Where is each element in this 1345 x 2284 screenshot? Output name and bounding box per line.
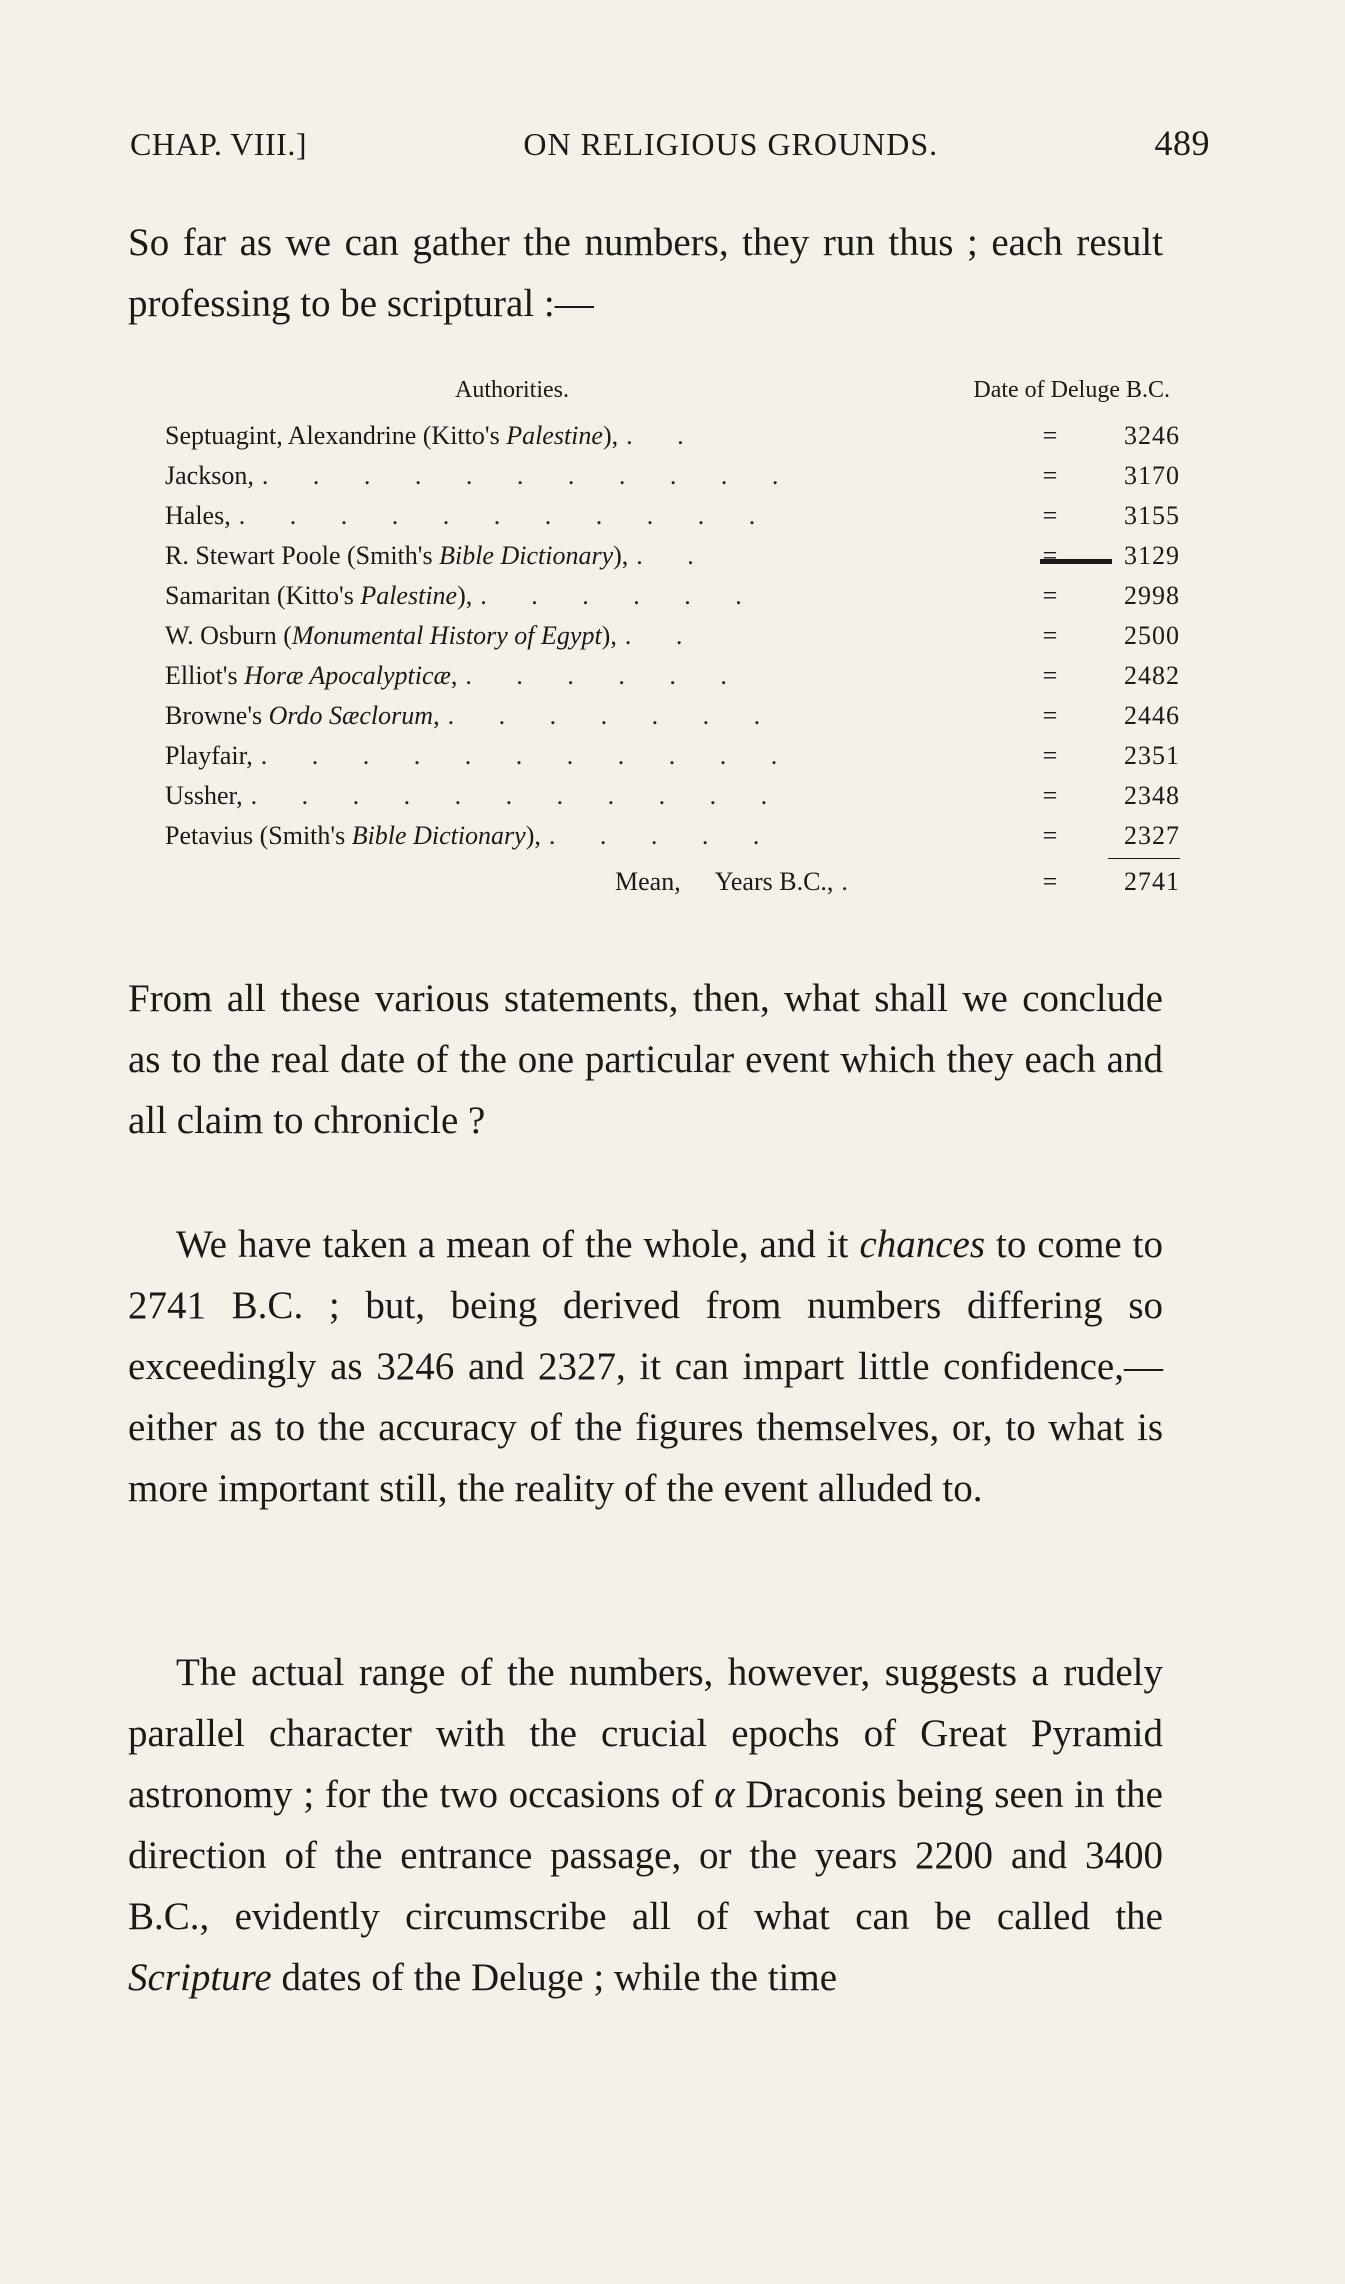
table-row: [165, 656, 1180, 696]
deluge-date-value: 3155: [1124, 501, 1180, 530]
paragraph-2: We have taken a mean of the whole, and it chances to come to 2741 B.C. ; but, being derived from numbers differing so exceedingly as 3246 and 2327, it can impart little confidence,—either as to the accuracy of the figures themselves, or, to what is more important still, the reality of the event alluded to.: [128, 1223, 1164, 1510]
authority-name: Petavius (Smith's Bible Dictionary),: [165, 821, 541, 850]
table-row: [165, 536, 1180, 576]
authority-name: Samaritan (Kitto's Palestine),: [165, 581, 473, 610]
table-header: [165, 370, 1180, 410]
leader-dots: . . . . . . . . . . .: [261, 461, 798, 490]
table-row: [165, 736, 1180, 776]
table-row: [165, 616, 1180, 656]
paragraph-1: From all these various statements, then, what shall we conclude as to the real date of the one particular event which they each and all claim to chronicle ?: [128, 977, 1163, 1142]
leader-dots: . . . . . . .: [447, 701, 780, 730]
mean-row: [165, 862, 1180, 902]
column-authorities: Authorities.: [455, 377, 569, 403]
table-row: [165, 816, 1180, 856]
deluge-date-value: 2998: [1124, 581, 1180, 610]
mean-value: 2741: [1070, 862, 1180, 902]
equals-sign: =: [1042, 701, 1058, 730]
chapter-title: ON RELIGIOUS GROUNDS.: [523, 126, 939, 162]
deluge-date-value: 2446: [1124, 701, 1180, 730]
page-number: 489: [1154, 123, 1210, 163]
intro-paragraph: [128, 212, 1163, 334]
deluge-date-value: 2327: [1124, 821, 1180, 850]
leader-dots: . .: [626, 421, 703, 450]
deluge-date-value: 3246: [1124, 421, 1180, 450]
authority-name: R. Stewart Poole (Smith's Bible Dictionary),: [165, 541, 629, 570]
table-rows: [165, 416, 1180, 856]
equals-sign: =: [1042, 867, 1058, 896]
table-row: [165, 576, 1180, 616]
equals-sign: =: [1042, 621, 1058, 650]
leader-dots: . . . . . . . . . . .: [250, 781, 787, 810]
column-date: Date of Deluge B.C.: [973, 377, 1170, 403]
leader-dots: . . . . .: [548, 821, 779, 850]
equals-sign: =: [1042, 461, 1058, 490]
deluge-date-value: 2351: [1124, 741, 1180, 770]
equals-sign: =: [1042, 741, 1058, 770]
authority-name: Browne's Ordo Sæclorum,: [165, 701, 440, 730]
deluge-date-value: 2348: [1124, 781, 1180, 810]
leader-dots: . . . . . . . . . . .: [260, 741, 797, 770]
authority-name: Elliot's Horæ Apocalypticæ,: [165, 661, 458, 690]
deluge-date-value: 2500: [1124, 621, 1180, 650]
leader-dots: . . . . . . . . . . .: [238, 501, 775, 530]
table-row: [165, 696, 1180, 736]
table-row: [165, 456, 1180, 496]
deluge-date-value: 2482: [1124, 661, 1180, 690]
leader-dots: .: [841, 867, 867, 896]
equals-sign: =: [1042, 661, 1058, 690]
deluge-dates-table: [165, 370, 1180, 902]
equals-sign: =: [1042, 541, 1058, 570]
equals-sign: =: [1042, 501, 1058, 530]
equals-sign: =: [1042, 421, 1058, 450]
table-row: [165, 416, 1180, 456]
equals-sign: =: [1042, 581, 1058, 610]
running-header: [130, 122, 1210, 164]
leader-dots: . .: [636, 541, 713, 570]
paragraph-3: The actual range of the numbers, however, suggests a rudely parallel character with the crucial epochs of Great Pyramid astronomy ; for the two occasions of α Draconis being seen in the direction of the entrance passage, or the years 2200 and 3400 B.C., evidently circumscribe all of what can be called the Scripture dates of the Deluge ; while the time: [128, 1651, 1163, 1999]
equals-sign: =: [1042, 821, 1058, 850]
leader-dots: . .: [624, 621, 702, 650]
table-row: [165, 496, 1180, 536]
authority-name: W. Osburn (Monumental History of Egypt),: [165, 621, 617, 650]
mean-underline: [1040, 559, 1112, 564]
equals-sign: =: [1042, 781, 1058, 810]
deluge-date-value: 3170: [1124, 461, 1180, 490]
authority-name: Septuagint, Alexandrine (Kitto's Palestine),: [165, 421, 619, 450]
authority-name: Playfair,: [165, 741, 253, 770]
intro-text: So far as we can gather the numbers, they run thus ; each result professing to be scriptural :—: [128, 221, 1163, 325]
leader-dots: . . . . . .: [465, 661, 746, 690]
authority-name: Hales,: [165, 501, 231, 530]
leader-dots: . . . . . .: [480, 581, 761, 610]
chapter-label: CHAP. VIII.]: [130, 126, 307, 162]
authority-name: Ussher,: [165, 781, 243, 810]
authority-name: Jackson,: [165, 461, 254, 490]
table-row: [165, 776, 1180, 816]
mean-label: Mean, Years B.C.,: [615, 867, 834, 896]
deluge-date-value: 3129: [1124, 541, 1180, 570]
